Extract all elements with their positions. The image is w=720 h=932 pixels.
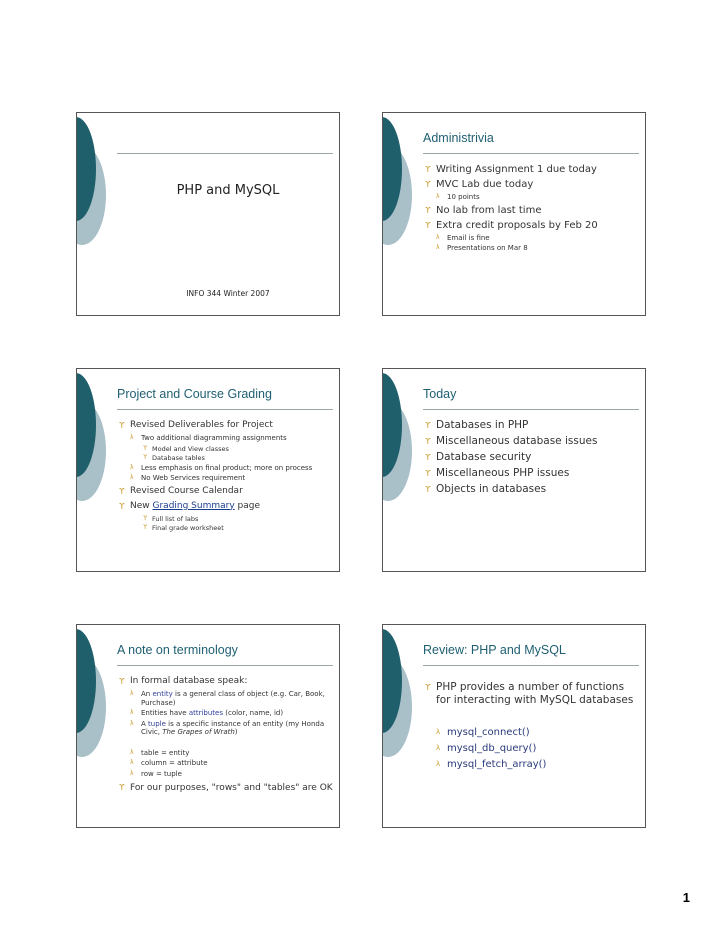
slide-title: Review: PHP and MySQL — [423, 643, 566, 657]
bullet-icon: ϒ — [425, 421, 431, 430]
bullet-icon: ϒ — [425, 220, 431, 230]
bullet-icon: ϒ — [425, 437, 431, 446]
sub-sub-bullet-icon: ϒ — [143, 454, 148, 461]
bullet: ϒ In formal database speak: — [119, 676, 248, 686]
sub-bullet-icon: λ — [436, 760, 441, 768]
sub-bullet-icon: λ — [130, 434, 134, 441]
bullet-icon: ϒ — [119, 421, 125, 430]
sub-bullet: λ No Web Services requirement — [130, 474, 246, 482]
slide-title: PHP and MySQL — [176, 183, 280, 198]
sub-bullet: λ row = tuple — [130, 769, 182, 778]
sub-bullet: λ column = attribute — [130, 759, 208, 767]
slide-decoration — [76, 113, 116, 315]
slide-5 — [76, 624, 340, 828]
slide-title: Administrivia — [423, 131, 494, 145]
slide-4 — [382, 368, 646, 572]
sub-bullet-icon: λ — [130, 719, 134, 727]
bullet: ϒ Objects in databases — [425, 483, 547, 495]
bullet-icon: ϒ — [425, 165, 431, 174]
slide-title: A note on terminology — [117, 643, 238, 657]
sub-bullet-icon: λ — [130, 759, 134, 766]
sub-bullet-icon: λ — [130, 769, 134, 777]
slide-footer: INFO 344 Winter 2007 — [186, 289, 270, 298]
slide-decoration — [76, 369, 116, 571]
bullet-icon: ϒ — [425, 205, 431, 215]
sub-sub-bullet: ϒ Model and View classes — [143, 444, 229, 453]
sub-sub-bullet: ϒ Full list of labs — [143, 514, 199, 523]
sub-bullet-icon: λ — [436, 193, 440, 200]
sub-bullet: λ Presentations on Mar 8 — [436, 244, 528, 252]
slide-body — [119, 675, 333, 795]
bullet: ϒ For our purposes, "rows" and "tables" are OK — [119, 783, 333, 793]
bullet-icon: ϒ — [119, 677, 125, 686]
bullet: ϒ New Grading Summary page — [119, 500, 261, 511]
slide-rule — [423, 153, 639, 154]
slide-1 — [76, 112, 340, 316]
sub-bullet-icon: λ — [130, 474, 134, 481]
bullet-icon: ϒ — [425, 453, 431, 462]
slide-3 — [76, 368, 340, 572]
sub-bullet: λ 10 points — [436, 193, 480, 201]
bullet-icon: ϒ — [119, 486, 125, 496]
sub-sub-bullet-icon: ϒ — [143, 514, 148, 522]
sub-bullet: λ Two additional diagramming assignments — [130, 434, 287, 442]
sub-bullet-icon: λ — [130, 748, 134, 756]
slide-rule — [117, 153, 333, 154]
slide-body — [425, 419, 639, 499]
sub-bullet-icon: λ — [130, 709, 134, 716]
function-item: λ mysql_fetch_array() — [436, 759, 547, 770]
slide-title: Today — [423, 387, 457, 401]
bullet: ϒ MVC Lab due today — [425, 179, 534, 190]
grading-summary-link[interactable]: Grading Summary — [152, 500, 235, 511]
bullet: ϒ Writing Assignment 1 due today — [425, 164, 597, 175]
slide-decoration — [76, 625, 116, 827]
slide-rule — [423, 665, 639, 666]
sub-bullet-icon: λ — [436, 728, 441, 736]
sub-bullet: λ Less emphasis on final product; more on process — [130, 463, 313, 472]
sub-bullet-icon: λ — [436, 244, 440, 251]
bullet: ϒ No lab from last time — [425, 204, 542, 216]
bullet: ϒ Revised Deliverables for Project — [119, 420, 273, 430]
function-item: λ mysql_db_query() — [436, 743, 537, 754]
sub-sub-bullet-icon: ϒ — [143, 524, 148, 531]
sub-bullet: λ Entities have attributes (color, name, id) — [130, 709, 284, 717]
sub-bullet-icon: λ — [130, 690, 134, 697]
slide-body — [425, 681, 639, 773]
bullet: ϒ Extra credit proposals by Feb 20 — [425, 219, 598, 231]
slide-6 — [382, 624, 646, 828]
function-item: λ mysql_connect() — [436, 727, 530, 738]
bullet: ϒ Miscellaneous database issues — [425, 435, 598, 447]
sub-bullet: λ An entity is a general class of object (e.g. Car, Book, Purchase) — [130, 690, 325, 707]
slide-rule — [423, 409, 639, 410]
sub-sub-bullet: ϒ Final grade worksheet — [143, 524, 224, 532]
slide-rule — [117, 665, 333, 666]
slide-title: Project and Course Grading — [117, 387, 272, 401]
bullet-icon: ϒ — [425, 485, 431, 494]
bullet-icon: ϒ — [425, 683, 431, 692]
page-number: 1 — [682, 890, 690, 905]
slide-decoration — [382, 369, 422, 571]
bullet-icon: ϒ — [119, 783, 125, 792]
sub-bullet-icon: λ — [436, 744, 441, 752]
slide-body — [425, 163, 639, 255]
slide-decoration — [382, 113, 422, 315]
slide-rule — [117, 409, 333, 410]
sub-sub-bullet: ϒ Database tables — [143, 454, 205, 462]
bullet: ϒ Databases in PHP — [425, 419, 529, 431]
bullet-icon: ϒ — [425, 469, 431, 478]
sub-bullet: λ A tuple is a specific instance of an entity (my Honda Civic, The Grapes of Wrath) — [130, 719, 325, 736]
bullet-icon: ϒ — [119, 501, 125, 511]
bullet-icon: ϒ — [425, 180, 431, 189]
slide-2 — [382, 112, 646, 316]
bullet: ϒ PHP provides a number of functions for interacting with MySQL databases — [425, 681, 634, 706]
sub-bullet: λ table = entity — [130, 748, 190, 757]
sub-sub-bullet-icon: ϒ — [143, 444, 148, 452]
slide-decoration — [382, 625, 422, 827]
sub-bullet: λ Email is fine — [436, 233, 490, 242]
bullet: ϒ Database security — [425, 451, 532, 463]
bullet: ϒ Miscellaneous PHP issues — [425, 467, 570, 479]
sub-bullet-icon: λ — [130, 463, 134, 471]
slide-body — [119, 419, 333, 534]
bullet: ϒ Revised Course Calendar — [119, 485, 243, 496]
sub-bullet-icon: λ — [436, 233, 440, 241]
